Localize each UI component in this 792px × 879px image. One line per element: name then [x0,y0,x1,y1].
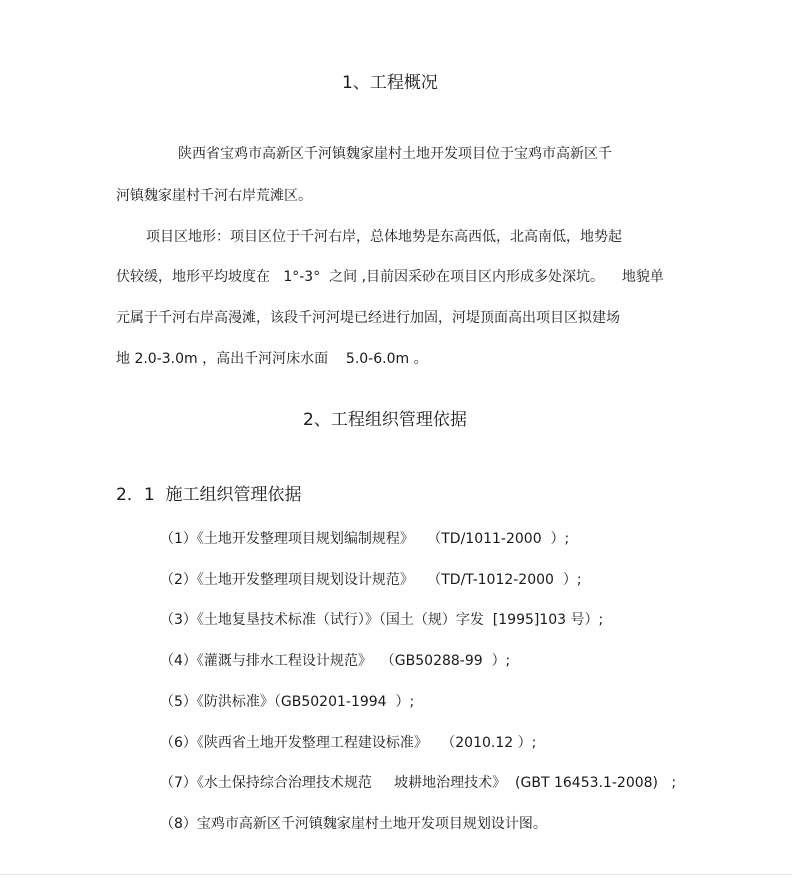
reference-item-5: （5）《防洪标准》（GB50201-1994 ）; [160,694,415,710]
section-1-para-1-line-1: 陕西省宝鸡市高新区千河镇魏家崖村土地开发项目位于宝鸡市高新区千 [178,146,612,162]
reference-item-6: （6）《陕西省土地开发整理工程建设标准》 （2010.12 ）; [160,735,537,751]
page-bottom-rule [0,874,792,875]
section-1-para-2-line-4: 地 2.0-3.0m ，高出千河河床水面 5.0-6.0m 。 [116,351,428,367]
subsection-2-1-title: 2．1 施工组织管理依据 [116,485,302,505]
reference-item-4: （4）《灌溉与排水工程设计规范》 （GB50288-99 ）; [160,653,511,669]
section-1-title: 1、工程概况 [342,73,438,93]
reference-item-1: （1）《土地开发整理项目规划编制规程》 （TD/1011-2000 ）; [160,531,570,547]
section-1-para-2-line-2: 伏较缓，地形平均坡度在 1°-3° 之间 ,目前因采砂在项目区内形成多处深坑。 地貌单 [116,269,664,285]
reference-item-7: （7）《水土保持综合治理技术规范 坡耕地治理技术》 (GBT 16453.1-2008) ; [160,775,677,791]
section-2-title: 2、工程组织管理依据 [303,410,467,430]
reference-item-3: （3）《土地复垦技术标准（试行）》（国土（规）字发 [1995]103 号）; [160,612,604,628]
section-1-para-2-line-1: 项目区地形：项目区位于千河右岸，总体地势是东高西低，北高南低，地势起 [146,229,622,245]
section-1-para-1-line-2: 河镇魏家崖村千河右岸荒滩区。 [116,188,312,204]
reference-item-8: （8）宝鸡市高新区千河镇魏家崖村土地开发项目规划设计图。 [160,816,547,832]
section-1-para-2-line-3: 元属于千河右岸高漫滩，该段千河河堤已经进行加固，河堤顶面高出项目区拟建场 [116,310,620,326]
reference-item-2: （2）《土地开发整理项目规划设计规范》 （TD/T-1012-2000 ）; [160,572,582,588]
